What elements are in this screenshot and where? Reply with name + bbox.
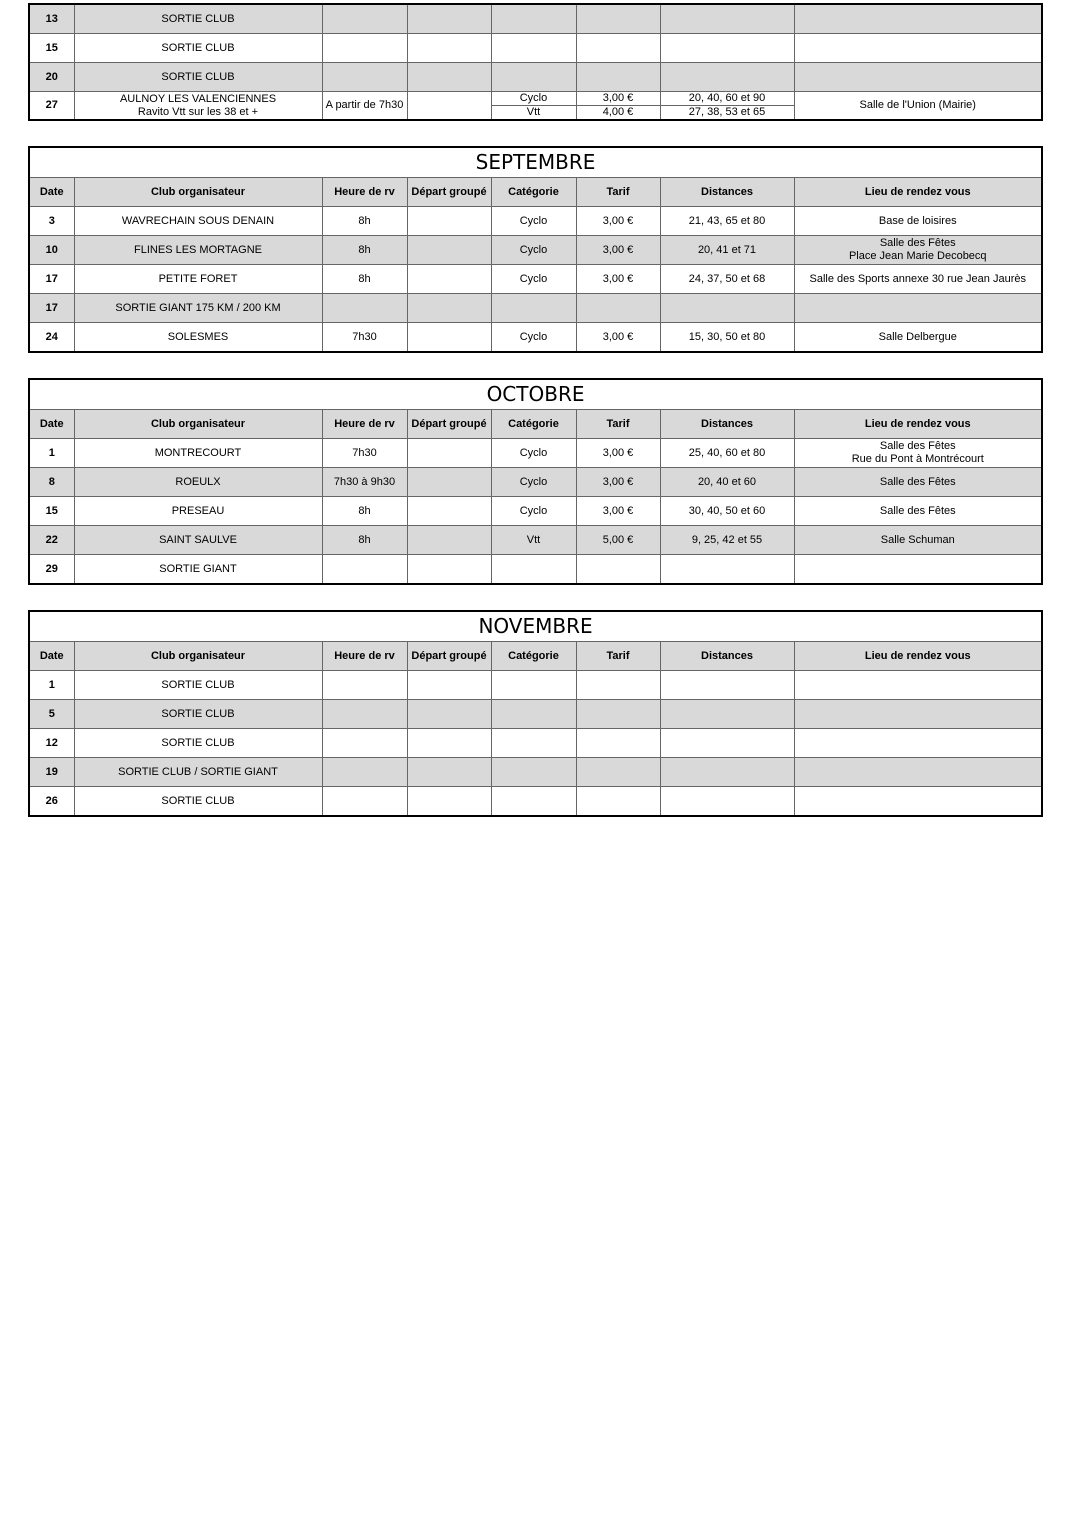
table-row	[29, 526, 1042, 555]
row-date: 15	[29, 497, 74, 526]
col-distances: Distances	[660, 642, 794, 671]
row-date: 20	[29, 63, 74, 92]
row-lieu	[794, 236, 1042, 265]
row-date: 26	[29, 787, 74, 817]
row-club	[74, 92, 322, 121]
row-categorie: Cyclo	[491, 323, 576, 353]
row-date: 24	[29, 323, 74, 353]
month-title: SEPTEMBRE	[29, 147, 1042, 178]
table-row	[29, 265, 1042, 294]
col-categorie: Catégorie	[491, 178, 576, 207]
row-club: SOLESMES	[74, 323, 322, 353]
table-row	[29, 207, 1042, 236]
header-row	[29, 178, 1042, 207]
row-categorie	[491, 92, 576, 121]
row-club: SORTIE GIANT	[74, 555, 322, 585]
row-club: SAINT SAULVE	[74, 526, 322, 555]
row-lieu: Base de loisires	[794, 207, 1042, 236]
lieu-line-1: Salle des Fêtes	[879, 440, 956, 452]
row-date: 8	[29, 468, 74, 497]
col-date: Date	[29, 178, 74, 207]
row-heure: 8h	[322, 207, 407, 236]
header-row	[29, 410, 1042, 439]
row-date: 12	[29, 729, 74, 758]
row-date: 17	[29, 265, 74, 294]
row-club: SORTIE CLUB	[74, 700, 322, 729]
categorie-2: Vtt	[526, 106, 541, 118]
col-depart: Départ groupé	[407, 178, 491, 207]
row-heure: 8h	[322, 526, 407, 555]
club-name: AULNOY LES VALENCIENNES	[119, 92, 277, 105]
col-distances: Distances	[660, 410, 794, 439]
col-tarif: Tarif	[576, 410, 660, 439]
col-club: Club organisateur	[74, 642, 322, 671]
row-distances: 9, 25, 42 et 55	[660, 526, 794, 555]
row-club: SORTIE CLUB	[74, 34, 322, 63]
table-row	[29, 497, 1042, 526]
lieu-line-1: Salle des Fêtes	[879, 237, 956, 249]
table-septembre	[28, 146, 1043, 353]
row-club: PETITE FORET	[74, 265, 322, 294]
row-club: SORTIE GIANT 175 KM / 200 KM	[74, 294, 322, 323]
row-tarif: 3,00 €	[576, 207, 660, 236]
row-tarif	[576, 92, 660, 121]
table-row	[29, 758, 1042, 787]
row-date: 13	[29, 4, 74, 34]
row-lieu: Salle des Fêtes	[794, 497, 1042, 526]
header-row	[29, 642, 1042, 671]
row-club: SORTIE CLUB	[74, 63, 322, 92]
row-date: 29	[29, 555, 74, 585]
row-date: 22	[29, 526, 74, 555]
tarif-1: 3,00 €	[577, 92, 660, 106]
col-tarif: Tarif	[576, 642, 660, 671]
col-heure: Heure de rv	[322, 642, 407, 671]
row-lieu: Salle Delbergue	[794, 323, 1042, 353]
row-heure: 7h30 à 9h30	[322, 468, 407, 497]
row-categorie: Cyclo	[491, 265, 576, 294]
table-novembre	[28, 610, 1043, 817]
table-row	[29, 323, 1042, 353]
club-note: Ravito Vtt sur les 38 et +	[137, 105, 259, 118]
row-club: SORTIE CLUB	[74, 787, 322, 817]
col-lieu: Lieu de rendez vous	[794, 642, 1042, 671]
table-row	[29, 92, 1042, 121]
row-categorie: Vtt	[491, 526, 576, 555]
table-octobre	[28, 378, 1043, 585]
row-tarif: 3,00 €	[576, 468, 660, 497]
row-club: SORTIE CLUB	[74, 671, 322, 700]
row-date: 3	[29, 207, 74, 236]
table-row	[29, 294, 1042, 323]
row-tarif: 3,00 €	[576, 236, 660, 265]
row-lieu: Salle des Sports annexe 30 rue Jean Jaurès	[794, 265, 1042, 294]
row-club: SORTIE CLUB	[74, 4, 322, 34]
col-date: Date	[29, 642, 74, 671]
col-club: Club organisateur	[74, 178, 322, 207]
row-date: 27	[29, 92, 74, 121]
month-title: OCTOBRE	[29, 379, 1042, 410]
table-row	[29, 700, 1042, 729]
table-row	[29, 787, 1042, 817]
row-club: SORTIE CLUB	[74, 729, 322, 758]
row-club: ROEULX	[74, 468, 322, 497]
table-row	[29, 63, 1042, 92]
distances-1: 20, 40, 60 et 90	[661, 92, 794, 106]
row-categorie: Cyclo	[491, 236, 576, 265]
col-lieu: Lieu de rendez vous	[794, 410, 1042, 439]
row-distances: 15, 30, 50 et 80	[660, 323, 794, 353]
table-row	[29, 236, 1042, 265]
row-distances: 20, 41 et 71	[660, 236, 794, 265]
row-date: 15	[29, 34, 74, 63]
col-depart: Départ groupé	[407, 642, 491, 671]
row-date: 1	[29, 671, 74, 700]
row-date: 10	[29, 236, 74, 265]
table-row	[29, 671, 1042, 700]
row-heure: A partir de 7h30	[322, 92, 407, 121]
col-depart: Départ groupé	[407, 410, 491, 439]
col-heure: Heure de rv	[322, 178, 407, 207]
col-tarif: Tarif	[576, 178, 660, 207]
col-club: Club organisateur	[74, 410, 322, 439]
row-date: 1	[29, 439, 74, 468]
row-categorie: Cyclo	[491, 207, 576, 236]
col-heure: Heure de rv	[322, 410, 407, 439]
month-title: NOVEMBRE	[29, 611, 1042, 642]
table-row	[29, 4, 1042, 34]
row-tarif: 3,00 €	[576, 497, 660, 526]
row-heure: 7h30	[322, 439, 407, 468]
row-club: MONTRECOURT	[74, 439, 322, 468]
lieu-line-2: Place Jean Marie Decobecq	[848, 250, 987, 262]
row-lieu: Salle des Fêtes	[794, 468, 1042, 497]
row-tarif: 3,00 €	[576, 439, 660, 468]
row-club: SORTIE CLUB / SORTIE GIANT	[74, 758, 322, 787]
row-distances: 25, 40, 60 et 80	[660, 439, 794, 468]
row-distances: 21, 43, 65 et 80	[660, 207, 794, 236]
row-date: 19	[29, 758, 74, 787]
row-club: PRESEAU	[74, 497, 322, 526]
row-lieu: Salle de l'Union (Mairie)	[794, 92, 1042, 121]
table-row	[29, 729, 1042, 758]
row-categorie: Cyclo	[491, 468, 576, 497]
row-date: 5	[29, 700, 74, 729]
row-distances: 20, 40 et 60	[660, 468, 794, 497]
table-row	[29, 34, 1042, 63]
row-club: WAVRECHAIN SOUS DENAIN	[74, 207, 322, 236]
row-tarif: 5,00 €	[576, 526, 660, 555]
col-date: Date	[29, 410, 74, 439]
row-heure: 8h	[322, 497, 407, 526]
row-tarif: 3,00 €	[576, 323, 660, 353]
row-lieu	[794, 439, 1042, 468]
row-distances	[660, 92, 794, 121]
distances-2: 27, 38, 53 et 65	[688, 106, 766, 118]
col-distances: Distances	[660, 178, 794, 207]
col-lieu: Lieu de rendez vous	[794, 178, 1042, 207]
row-club: FLINES LES MORTAGNE	[74, 236, 322, 265]
row-heure: 7h30	[322, 323, 407, 353]
row-categorie: Cyclo	[491, 497, 576, 526]
row-categorie: Cyclo	[491, 439, 576, 468]
table-row	[29, 555, 1042, 585]
col-categorie: Catégorie	[491, 642, 576, 671]
table-row	[29, 439, 1042, 468]
categorie-1: Cyclo	[492, 92, 576, 106]
tarif-2: 4,00 €	[602, 106, 634, 118]
row-date: 17	[29, 294, 74, 323]
row-tarif: 3,00 €	[576, 265, 660, 294]
row-heure: 8h	[322, 236, 407, 265]
table-row	[29, 468, 1042, 497]
row-distances: 24, 37, 50 et 68	[660, 265, 794, 294]
col-categorie: Catégorie	[491, 410, 576, 439]
table-aout	[28, 3, 1043, 121]
row-distances: 30, 40, 50 et 60	[660, 497, 794, 526]
lieu-line-2: Rue du Pont à Montrécourt	[851, 453, 984, 465]
row-lieu: Salle Schuman	[794, 526, 1042, 555]
row-heure: 8h	[322, 265, 407, 294]
